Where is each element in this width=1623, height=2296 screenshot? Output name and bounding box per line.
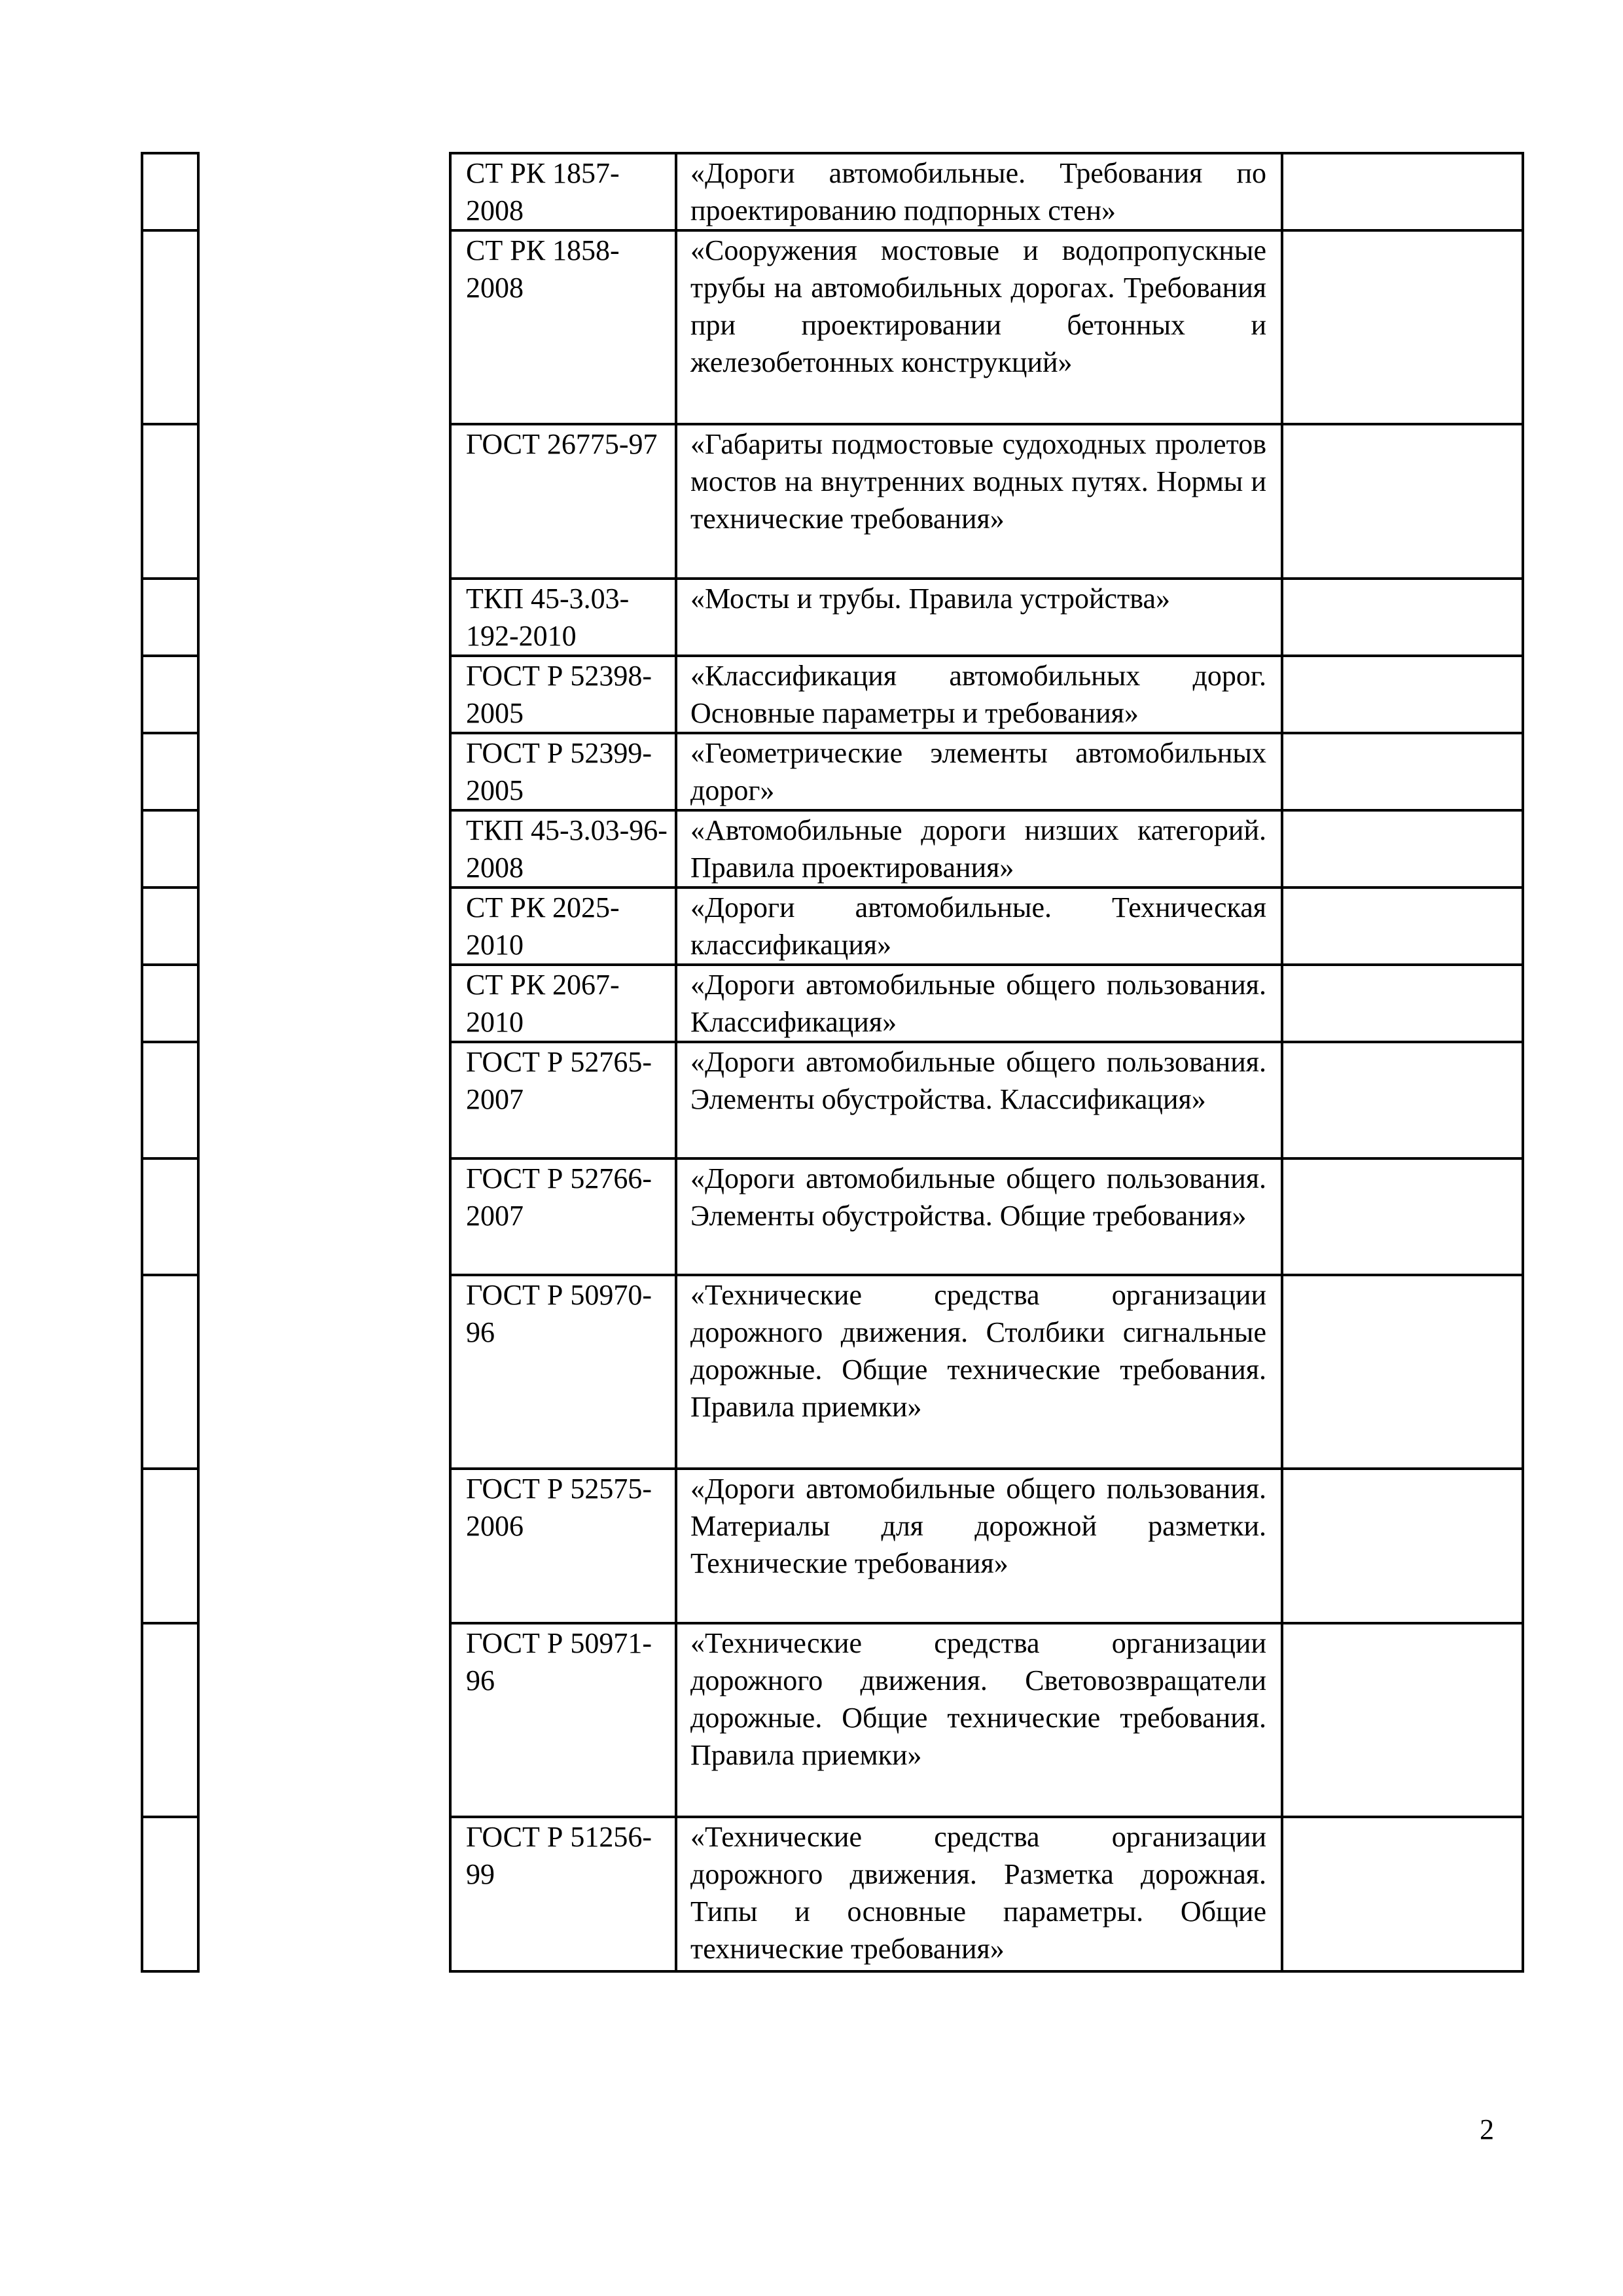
standard-title-cell: «Дороги автомобильные. Техническая классификация» (676, 888, 1282, 965)
standard-title-cell: «Мосты и трубы. Правила устройства» (676, 579, 1282, 656)
row-number-cell (142, 1469, 198, 1623)
standard-code-cell: ТКП 45-3.03-192-2010 (450, 579, 676, 656)
notes-cell (1282, 1623, 1523, 1817)
row-number-cell (142, 230, 198, 424)
row-number-cell (142, 1275, 198, 1469)
standard-title-cell: «Дороги автомобильные общего пользования. Материалы для дорожной разметки. Технические требования» (676, 1469, 1282, 1623)
blank-gap-cell (198, 888, 450, 965)
standard-title-cell: «Классификация автомобильных дорог. Основные параметры и требования» (676, 656, 1282, 733)
table-row (142, 1158, 1523, 1275)
table-row (142, 1817, 1523, 1971)
row-number-cell (142, 1623, 198, 1817)
standard-code-cell: ГОСТ 26775-97 (450, 424, 676, 579)
blank-gap-cell (198, 153, 450, 230)
blank-gap-cell (198, 230, 450, 424)
standard-title-cell: «Сооружения мостовые и водопропускные трубы на автомобильных дорогах. Требования при проектировании бетонных и железобетонных конструкций» (676, 230, 1282, 424)
table-row (142, 424, 1523, 579)
notes-cell (1282, 1158, 1523, 1275)
notes-cell (1282, 230, 1523, 424)
standard-code-cell: СТ РК 2025-2010 (450, 888, 676, 965)
blank-gap-cell (198, 1623, 450, 1817)
blank-gap-cell (198, 810, 450, 888)
table-row (142, 733, 1523, 810)
standard-title-cell: «Геометрические элементы автомобильных дорог» (676, 733, 1282, 810)
row-number-cell (142, 810, 198, 888)
blank-gap-cell (198, 1158, 450, 1275)
standard-title-cell: «Габариты подмостовые судоходных пролетов мостов на внутренних водных путях. Нормы и технические требования» (676, 424, 1282, 579)
blank-gap-cell (198, 965, 450, 1042)
table-row (142, 153, 1523, 230)
notes-cell (1282, 656, 1523, 733)
standard-code-cell: СТ РК 1858-2008 (450, 230, 676, 424)
row-number-cell (142, 153, 198, 230)
row-number-cell (142, 888, 198, 965)
notes-cell (1282, 424, 1523, 579)
standard-title-cell: «Дороги автомобильные общего пользования. Элементы обустройства. Общие требования» (676, 1158, 1282, 1275)
blank-gap-cell (198, 1817, 450, 1971)
notes-cell (1282, 1042, 1523, 1158)
blank-gap-cell (198, 1469, 450, 1623)
table-row (142, 888, 1523, 965)
blank-gap-cell (198, 656, 450, 733)
standards-table (141, 152, 1524, 1973)
notes-cell (1282, 965, 1523, 1042)
row-number-cell (142, 1817, 198, 1971)
table-row (142, 1469, 1523, 1623)
row-number-cell (142, 424, 198, 579)
standard-code-cell: ГОСТ Р 50970-96 (450, 1275, 676, 1469)
notes-cell (1282, 153, 1523, 230)
blank-gap-cell (198, 1042, 450, 1158)
standard-code-cell: ГОСТ Р 52399-2005 (450, 733, 676, 810)
standard-title-cell: «Дороги автомобильные общего пользования. Классификация» (676, 965, 1282, 1042)
notes-cell (1282, 1817, 1523, 1971)
standards-table-body (142, 153, 1523, 1971)
standard-code-cell: СТ РК 2067-2010 (450, 965, 676, 1042)
standard-title-cell: «Дороги автомобильные. Требования по проектированию подпорных стен» (676, 153, 1282, 230)
notes-cell (1282, 1469, 1523, 1623)
standard-code-cell: ТКП 45-3.03-96-2008 (450, 810, 676, 888)
table-row (142, 230, 1523, 424)
notes-cell (1282, 1275, 1523, 1469)
table-row (142, 810, 1523, 888)
standard-title-cell: «Технические средства организации дорожного движения. Столбики сигнальные дорожные. Общие технические требования. Правила приемки» (676, 1275, 1282, 1469)
table-row (142, 656, 1523, 733)
standard-code-cell: СТ РК 1857-2008 (450, 153, 676, 230)
standard-code-cell: ГОСТ Р 52765-2007 (450, 1042, 676, 1158)
standard-title-cell: «Дороги автомобильные общего пользования. Элементы обустройства. Классификация» (676, 1042, 1282, 1158)
blank-gap-cell (198, 1275, 450, 1469)
standard-title-cell: «Автомобильные дороги низших категорий. Правила проектирования» (676, 810, 1282, 888)
notes-cell (1282, 733, 1523, 810)
standard-code-cell: ГОСТ Р 52766-2007 (450, 1158, 676, 1275)
standard-code-cell: ГОСТ Р 50971-96 (450, 1623, 676, 1817)
row-number-cell (142, 733, 198, 810)
table-row (142, 1275, 1523, 1469)
row-number-cell (142, 965, 198, 1042)
page-number: 2 (1480, 2113, 1494, 2145)
standard-code-cell: ГОСТ Р 51256-99 (450, 1817, 676, 1971)
row-number-cell (142, 1042, 198, 1158)
blank-gap-cell (198, 579, 450, 656)
standard-code-cell: ГОСТ Р 52575-2006 (450, 1469, 676, 1623)
blank-gap-cell (198, 424, 450, 579)
notes-cell (1282, 579, 1523, 656)
table-row (142, 965, 1523, 1042)
row-number-cell (142, 1158, 198, 1275)
row-number-cell (142, 579, 198, 656)
notes-cell (1282, 810, 1523, 888)
blank-gap-cell (198, 733, 450, 810)
notes-cell (1282, 888, 1523, 965)
standard-title-cell: «Технические средства организации дорожного движения. Световозвращатели дорожные. Общие технические требования. Правила приемки» (676, 1623, 1282, 1817)
standard-title-cell: «Технические средства организации дорожного движения. Разметка дорожная. Типы и основные параметры. Общие технические требования» (676, 1817, 1282, 1971)
standard-code-cell: ГОСТ Р 52398-2005 (450, 656, 676, 733)
table-row (142, 1623, 1523, 1817)
table-row (142, 579, 1523, 656)
row-number-cell (142, 656, 198, 733)
table-row (142, 1042, 1523, 1158)
